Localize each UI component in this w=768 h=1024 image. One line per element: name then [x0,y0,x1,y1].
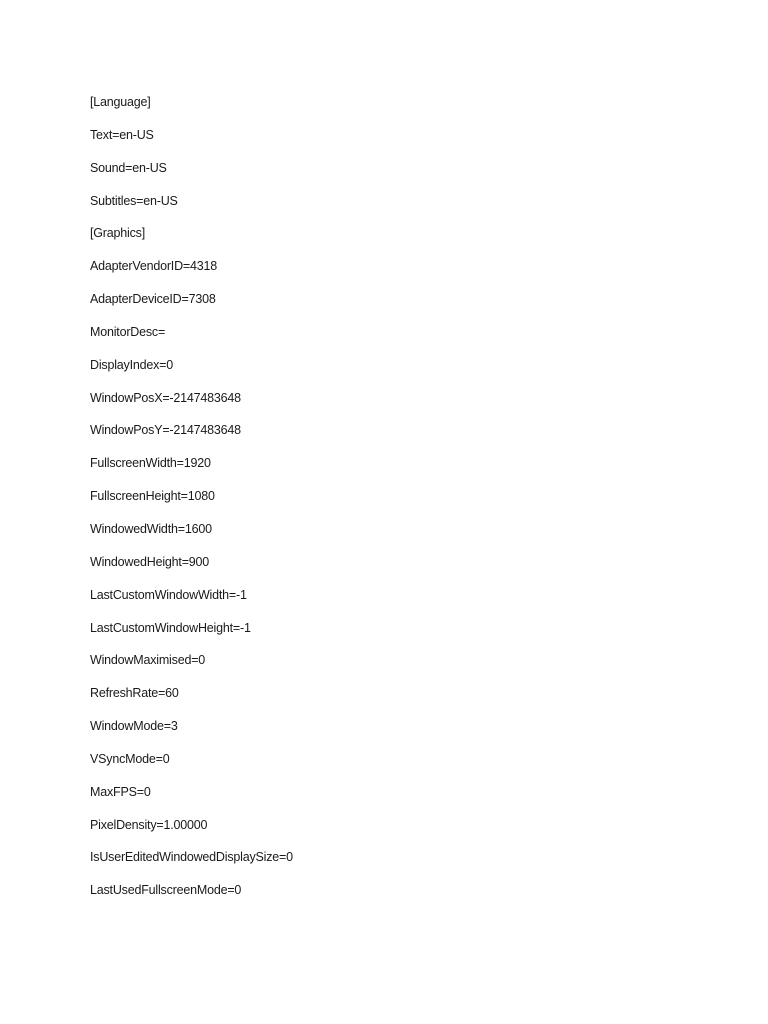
config-line-subtitles: Subtitles=en-US [90,193,178,208]
config-line-refresh-rate: RefreshRate=60 [90,686,179,701]
config-line-display-index: DisplayIndex=0 [90,357,174,372]
config-line-last-used-fullscreen-mode: LastUsedFullscreenMode=0 [90,883,242,898]
config-line-max-fps: MaxFPS=0 [90,784,151,799]
config-line-adapter-device-id: AdapterDeviceID=7308 [90,292,216,307]
config-line-windowed-height: WindowedHeight=900 [90,554,210,569]
config-line-fullscreen-height: FullscreenHeight=1080 [90,489,215,504]
config-line-last-custom-window-height: LastCustomWindowHeight=-1 [90,620,251,635]
config-line-windowed-width: WindowedWidth=1600 [90,521,212,536]
config-line-vsync-mode: VSyncMode=0 [90,751,170,766]
config-line-fullscreen-width: FullscreenWidth=1920 [90,456,211,471]
config-line-window-pos-x: WindowPosX=-2147483648 [90,390,241,405]
config-line-is-user-edited-windowed-display-size: IsUserEditedWindowedDisplaySize=0 [90,850,293,865]
config-line-pixel-density: PixelDensity=1.00000 [90,817,208,832]
section-header-graphics: [Graphics] [90,226,145,241]
config-line-window-pos-y: WindowPosY=-2147483648 [90,423,241,438]
config-lines [90,93,293,914]
section-header-language: [Language] [90,95,151,109]
config-line-adapter-vendor-id: AdapterVendorID=4318 [90,259,218,274]
config-line-window-maximised: WindowMaximised=0 [90,653,206,668]
config-line-monitor-desc: MonitorDesc= [90,324,166,339]
config-line-window-mode: WindowMode=3 [90,719,178,734]
config-line-text: Text=en-US [90,127,154,142]
config-line-last-custom-window-width: LastCustomWindowWidth=-1 [90,587,247,602]
config-line-sound: Sound=en-US [90,160,167,175]
